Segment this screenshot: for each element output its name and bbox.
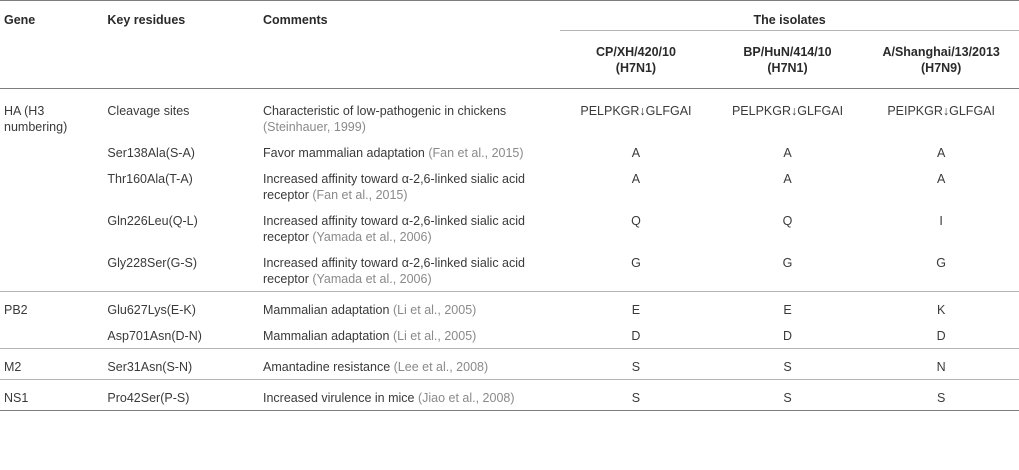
gene-cell: PB2 <box>0 292 107 323</box>
value-cell: A <box>631 172 641 186</box>
gene-cell: HA (H3 numbering) <box>4 104 68 134</box>
value-cell: S <box>863 380 1019 411</box>
comment-cell: Characteristic of low-pathogenic in chickens (Steinhauer, 1999) <box>263 104 507 134</box>
comment-cell: Favor mammalian adaptation (Fan et al., 2015) <box>263 146 524 160</box>
residue-cell: Asp701Asn(D-N) <box>107 329 202 343</box>
value-cell: K <box>863 292 1019 323</box>
table-row <box>0 139 1019 165</box>
table-row <box>0 207 1019 249</box>
header-comments: Comments <box>263 1 560 31</box>
value-cell: D <box>936 329 946 343</box>
value-cell: A <box>936 172 946 186</box>
citation-link[interactable]: (Fan et al., 2015) <box>312 188 408 202</box>
value-cell: PEIPKGR↓GLFGAI <box>887 104 995 118</box>
citation-link[interactable]: (Fan et al., 2015) <box>428 146 524 160</box>
value-cell: PELPKGR↓GLFGAI <box>731 104 844 118</box>
value-cell: Q <box>782 214 793 228</box>
value-cell: G <box>936 256 947 270</box>
residue-cell: Gly228Ser(G-S) <box>107 256 198 270</box>
gene-cell: NS1 <box>0 380 107 411</box>
residue-cell: Gln226Leu(Q-L) <box>107 214 198 228</box>
value-cell: I <box>939 214 943 228</box>
table-row <box>0 249 1019 292</box>
value-cell: E <box>560 292 712 323</box>
value-cell: G <box>782 256 793 270</box>
value-cell: S <box>560 380 712 411</box>
value-cell: A <box>936 146 946 160</box>
citation-link[interactable]: (Lee et al., 2008) <box>393 360 489 374</box>
residue-cell: Thr160Ala(T-A) <box>107 172 193 186</box>
header-isolate-2: BP/HuN/414/10 (H7N1) <box>712 31 864 89</box>
comment-cell: Mammalian adaptation (Li et al., 2005) <box>263 292 560 323</box>
residue-cell: Pro42Ser(P-S) <box>107 380 263 411</box>
table-row <box>0 165 1019 207</box>
citation-link[interactable]: (Steinhauer, 1999) <box>263 120 366 134</box>
header-isolate-3: A/Shanghai/13/2013 (H7N9) <box>863 31 1019 89</box>
header-isolate-1: CP/XH/420/10 (H7N1) <box>560 31 712 89</box>
citation-link[interactable]: (Li et al., 2005) <box>392 329 477 343</box>
header-isolates: The isolates <box>560 1 1019 31</box>
value-cell: Q <box>631 214 641 228</box>
gene-cell <box>0 165 107 207</box>
value-cell: D <box>783 329 793 343</box>
gene-cell <box>0 207 107 249</box>
header-gene: Gene <box>0 1 107 31</box>
value-cell: PELPKGR↓GLFGAI <box>580 104 692 118</box>
citation-link[interactable]: (Li et al., 2005) <box>392 303 477 317</box>
citation-link[interactable]: (Yamada et al., 2006) <box>312 272 432 286</box>
residue-cell: Ser31Asn(S-N) <box>107 349 263 380</box>
gene-cell <box>0 322 107 349</box>
comment-cell: Mammalian adaptation (Li et al., 2005) <box>263 329 477 343</box>
comment-cell: Increased virulence in mice (Jiao et al., 2008) <box>263 380 560 411</box>
residue-cell: Ser138Ala(S-A) <box>107 146 195 160</box>
table-row <box>0 89 1019 140</box>
residue-cell: Cleavage sites <box>107 104 190 118</box>
residue-cell: Glu627Lys(E-K) <box>107 292 263 323</box>
citation-link[interactable]: (Yamada et al., 2006) <box>312 230 432 244</box>
value-cell: S <box>560 349 712 380</box>
value-cell: E <box>712 292 864 323</box>
comment-cell: Increased affinity toward α-2,6-linked sialic acid receptor (Yamada et al., 2006) <box>263 214 525 244</box>
table-row <box>0 322 1019 349</box>
table-row <box>0 292 1019 323</box>
gene-cell: M2 <box>0 349 107 380</box>
header-key-residues: Key residues <box>107 1 263 31</box>
value-cell: A <box>783 172 792 186</box>
citation-link[interactable]: (Jiao et al., 2008) <box>417 391 515 405</box>
value-cell: G <box>631 256 641 270</box>
value-cell: S <box>712 349 864 380</box>
value-cell: D <box>631 329 641 343</box>
value-cell: S <box>712 380 864 411</box>
header-row-2 <box>0 31 1019 89</box>
table-row <box>0 349 1019 380</box>
value-cell: N <box>863 349 1019 380</box>
gene-cell <box>0 249 107 292</box>
comment-cell: Amantadine resistance (Lee et al., 2008) <box>263 349 560 380</box>
comment-cell: Increased affinity toward α-2,6-linked sialic acid receptor (Fan et al., 2015) <box>263 172 525 202</box>
comment-cell: Increased affinity toward α-2,6-linked sialic acid receptor (Yamada et al., 2006) <box>263 256 525 286</box>
header-row-1 <box>0 1 1019 31</box>
value-cell: A <box>631 146 641 160</box>
value-cell: A <box>783 146 792 160</box>
table-row <box>0 380 1019 411</box>
gene-cell <box>0 139 107 165</box>
